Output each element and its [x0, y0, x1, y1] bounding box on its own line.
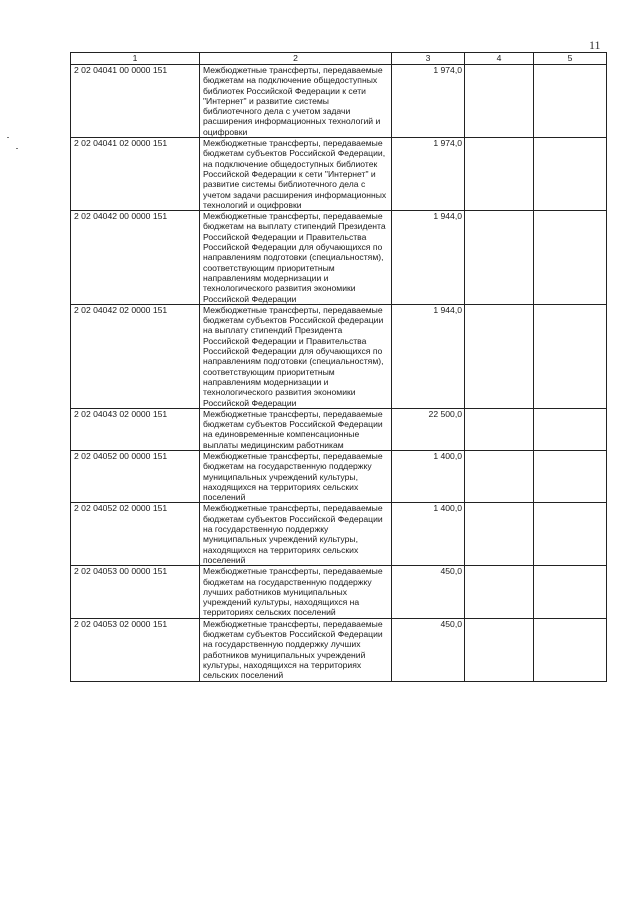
row-amount: 1 400,0: [392, 503, 465, 566]
table-row: [71, 503, 607, 566]
empty-cell: [465, 618, 534, 681]
empty-cell: [534, 503, 607, 566]
column-header-row: [71, 53, 607, 65]
table-row: [71, 65, 607, 138]
row-description: Межбюджетные трансферты, передаваемые бюджетам субъектов Российской Федерации на единовременные компенсационные выплаты медицинским работникам: [200, 408, 392, 450]
row-amount: 1 400,0: [392, 450, 465, 502]
empty-cell: [534, 566, 607, 618]
row-description: Межбюджетные трансферты, передаваемые бюджетам на государственную поддержку лучших работников муниципальных учреждений культуры, находящихся на территориях сельских поселений: [200, 566, 392, 618]
budget-table: [70, 52, 607, 682]
empty-cell: [465, 503, 534, 566]
table-row: [71, 304, 607, 408]
table-row: [71, 408, 607, 450]
row-amount: 1 944,0: [392, 211, 465, 305]
table-row: [71, 211, 607, 305]
budget-code: 2 02 04052 02 0000 151: [71, 503, 200, 566]
empty-cell: [534, 304, 607, 408]
table-row: [71, 450, 607, 502]
budget-code: 2 02 04043 02 0000 151: [71, 408, 200, 450]
table-row: [71, 566, 607, 618]
row-description: Межбюджетные трансферты, передаваемые бюджетам субъектов Российской федерации на выплату стипендий Президента Российской Федерации и Правительства Российской Федерации для обучающихся по направлениям подготовки (специальностям), соответствующим приоритетным направлениям модернизации и технологического развития экономики Российской Федерации: [200, 304, 392, 408]
row-description: Межбюджетные трансферты, передаваемые бюджетам субъектов Российской Федерации на государственную поддержку муниципальных учреждений культуры, находящихся на территориях сельских поселений: [200, 503, 392, 566]
column-header-col5: 5: [534, 53, 607, 65]
empty-cell: [465, 408, 534, 450]
row-description: Межбюджетные трансферты, передаваемые бюджетам на государственную поддержку муниципальных учреждений культуры, находящихся на территориях сельских поселений: [200, 450, 392, 502]
budget-code: 2 02 04041 00 0000 151: [71, 65, 200, 138]
row-amount: 450,0: [392, 566, 465, 618]
row-amount: 450,0: [392, 618, 465, 681]
budget-code: 2 02 04042 00 0000 151: [71, 211, 200, 305]
budget-code: 2 02 04042 02 0000 151: [71, 304, 200, 408]
empty-cell: [465, 138, 534, 211]
row-amount: 1 944,0: [392, 304, 465, 408]
page-number: 11: [589, 38, 601, 52]
table-row: [71, 138, 607, 211]
scan-speck: [16, 148, 18, 149]
empty-cell: [534, 450, 607, 502]
empty-cell: [534, 211, 607, 305]
empty-cell: [465, 65, 534, 138]
row-amount: 22 500,0: [392, 408, 465, 450]
row-description: Межбюджетные трансферты, передаваемые бюджетам субъектов Российской Федерации, на подключение общедоступных библиотек Российской Федерации к сети "Интернет" и развитие системы библиотечного дела с учетом задачи расширения информационных технологий и оцифровки: [200, 138, 392, 211]
empty-cell: [534, 408, 607, 450]
column-header-col4: 4: [465, 53, 534, 65]
row-description: Межбюджетные трансферты, передаваемые бюджетам на выплату стипендий Президента Российской Федерации и Правительства Российской Федерации для обучающихся по направлениям подготовки (специальностям), соответствующим приоритетным направлениям модернизации и технологического развития экономики Российской Федерации: [200, 211, 392, 305]
budget-code: 2 02 04053 02 0000 151: [71, 618, 200, 681]
empty-cell: [465, 304, 534, 408]
budget-code: 2 02 04052 00 0000 151: [71, 450, 200, 502]
empty-cell: [534, 138, 607, 211]
budget-code: 2 02 04041 02 0000 151: [71, 138, 200, 211]
scan-speck: [7, 137, 9, 138]
empty-cell: [534, 65, 607, 138]
empty-cell: [465, 566, 534, 618]
row-description: Межбюджетные трансферты, передаваемые бюджетам субъектов Российской Федерации на государственную поддержку лучших работников муниципальных учреждений культуры, находящихся на территориях сельских поселений: [200, 618, 392, 681]
empty-cell: [534, 618, 607, 681]
budget-code: 2 02 04053 00 0000 151: [71, 566, 200, 618]
empty-cell: [465, 211, 534, 305]
table-row: [71, 618, 607, 681]
column-header-amount: 3: [392, 53, 465, 65]
row-amount: 1 974,0: [392, 138, 465, 211]
row-description: Межбюджетные трансферты, передаваемые бюджетам на подключение общедоступных библиотек Российской Федерации к сети "Интернет" и развитие системы библиотечного дела с учетом задачи расширения информационных технологий и оцифровки: [200, 65, 392, 138]
empty-cell: [465, 450, 534, 502]
column-header-code: 1: [71, 53, 200, 65]
column-header-description: 2: [200, 53, 392, 65]
row-amount: 1 974,0: [392, 65, 465, 138]
